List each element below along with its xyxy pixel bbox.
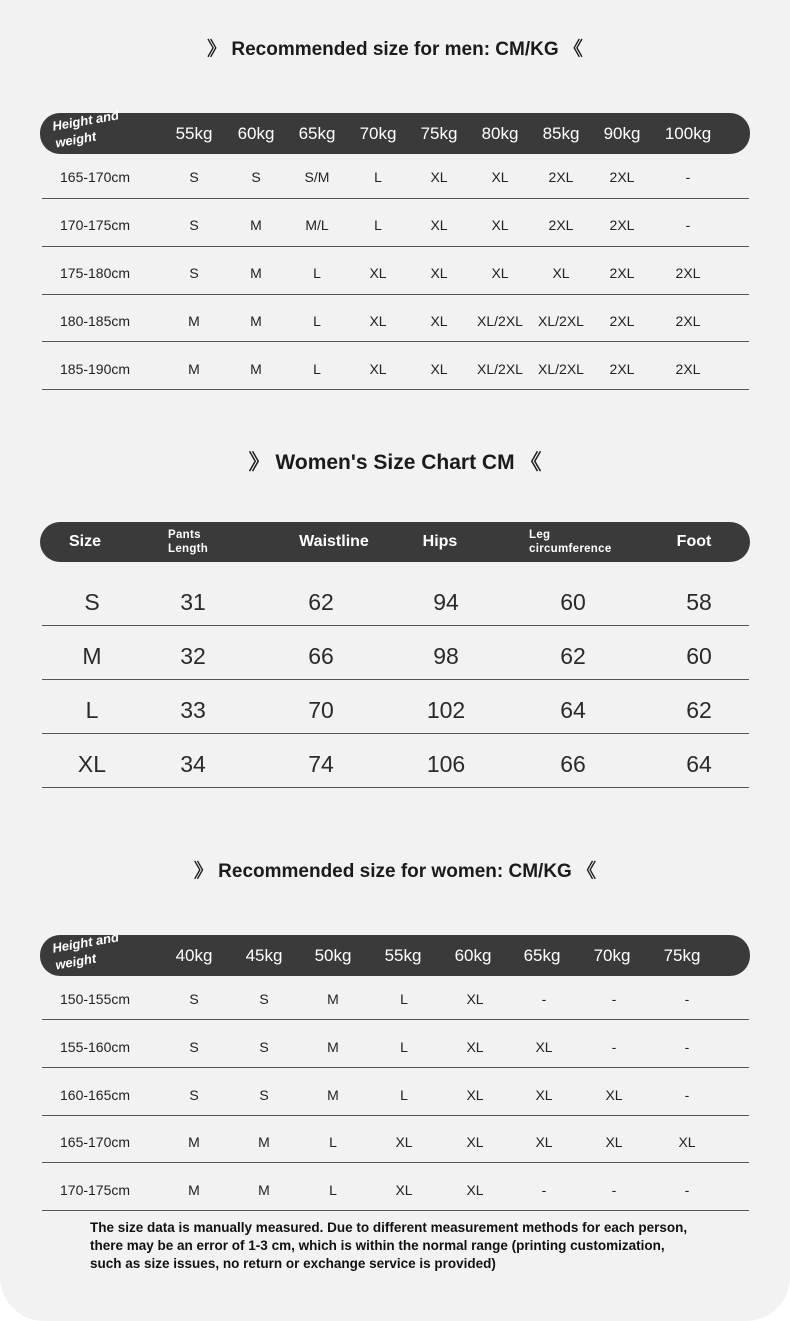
size-cell: M [327, 1038, 339, 1055]
foot-value: 60 [686, 643, 712, 669]
height-range: 155-160cm [60, 1038, 131, 1055]
waistline-value: 74 [308, 751, 334, 777]
size-cell: 2XL [609, 265, 635, 281]
size-cell: S [189, 169, 199, 185]
leg-circumference-value: 60 [560, 589, 586, 615]
size-cell: XL [491, 265, 509, 281]
women-table-header [40, 929, 750, 976]
corner-label-line2: weight [54, 950, 98, 973]
title-mark-right: 《 [577, 861, 597, 882]
size-cell: M [250, 217, 262, 233]
size-cell: 2XL [548, 217, 574, 233]
size-cell: S [189, 1086, 199, 1103]
size-cell: S [189, 217, 199, 233]
size-cell: M [188, 312, 200, 329]
leg-circumference-value: 66 [560, 751, 586, 777]
table-row [42, 348, 749, 390]
weight-header: 45kg [245, 945, 283, 965]
weight-header: 70kg [359, 123, 397, 143]
table-row [42, 1026, 749, 1068]
size-cell: M [188, 1134, 200, 1150]
size-cell: - [684, 1086, 690, 1103]
size-cell: - [541, 1182, 547, 1198]
leg-header-line2: circumference [529, 543, 612, 555]
pants-length-value: 33 [180, 697, 206, 723]
size-cell: XL [430, 217, 448, 233]
size-cell: L [329, 1134, 337, 1150]
hips-header: Hips [422, 533, 458, 550]
size-cell: S [189, 990, 199, 1007]
hips-value: 94 [433, 589, 459, 615]
height-range: 170-175cm [60, 217, 131, 233]
size-cell: XL [552, 265, 570, 281]
size-cell: S/M [304, 169, 330, 185]
height-range: 160-165cm [60, 1086, 131, 1103]
size-cell: S [189, 265, 199, 281]
size-value: XL [77, 751, 107, 777]
size-cell: - [611, 1038, 617, 1055]
title-mark-left: 》 [248, 451, 270, 474]
size-cell: M [188, 1182, 200, 1198]
size-cell: XL [678, 1134, 696, 1150]
women-size-chart-title [0, 446, 790, 476]
size-cell: XL [466, 1182, 484, 1198]
size-cell: 2XL [609, 312, 635, 329]
weight-header: 75kg [420, 123, 458, 143]
table-row [42, 252, 749, 295]
waistline-value: 62 [308, 589, 334, 615]
title-mark-right: 《 [563, 39, 583, 60]
size-cell: XL [466, 1086, 484, 1103]
weight-header: 80kg [481, 123, 519, 143]
table-row [42, 204, 749, 247]
women-chart-header [40, 522, 750, 562]
table-row [42, 688, 749, 734]
size-cell: S [251, 169, 261, 185]
size-cell: XL [395, 1134, 413, 1150]
size-cell: XL/2XL [477, 360, 523, 377]
women-section-title [0, 856, 790, 883]
hips-value: 102 [426, 697, 466, 723]
size-cell: XL [369, 360, 387, 377]
hips-value: 98 [433, 643, 459, 669]
corner-label-line1: Height and [51, 929, 120, 956]
size-cell: XL [369, 265, 387, 281]
size-value: L [85, 697, 99, 723]
size-cell: L [313, 312, 321, 329]
size-cell: M [258, 1182, 270, 1198]
size-cell: M [250, 312, 262, 329]
pants-length-value: 32 [180, 643, 206, 669]
table-row [42, 300, 749, 342]
size-cell: L [400, 1038, 408, 1055]
height-range: 165-170cm [60, 1134, 131, 1150]
size-cell: 2XL [675, 265, 701, 281]
size-cell: L [313, 265, 321, 281]
size-cell: M [250, 265, 262, 281]
height-weight-corner-label [51, 106, 123, 151]
measurement-note: The size data is manually measured. Due to different measurement methods for each person, there may be an error of 1-3 cm, which is within the normal range (printing customization, such as size issues, no return or exchange service is provided) [90, 1220, 688, 1271]
size-cell: XL [369, 312, 387, 329]
leg-circumference-header [529, 522, 629, 562]
size-cell: S [259, 1086, 269, 1103]
pants-length-value: 31 [180, 589, 206, 615]
size-cell: L [400, 1086, 408, 1103]
size-cell: - [684, 1038, 690, 1055]
size-cell: M/L [305, 217, 329, 233]
weight-header: 75kg [663, 945, 701, 965]
table-row [42, 634, 749, 680]
size-cell: 2XL [548, 169, 574, 185]
height-range: 150-155cm [60, 990, 131, 1007]
table-row [42, 742, 749, 788]
corner-label-line2: weight [54, 128, 98, 151]
men-section-title [0, 34, 790, 61]
waistline-value: 70 [308, 697, 334, 723]
size-cell: S [189, 1038, 199, 1055]
corner-label-line1: Height and [51, 107, 120, 134]
weight-header: 65kg [298, 123, 336, 143]
table-row [42, 580, 749, 626]
size-cell: - [685, 217, 691, 233]
size-header: Size [68, 533, 101, 550]
size-cell: 2XL [609, 217, 635, 233]
height-range: 175-180cm [60, 265, 131, 281]
weight-header: 100kg [664, 123, 712, 143]
size-cell: - [685, 169, 691, 185]
height-range: 180-185cm [60, 312, 131, 329]
title-mark-left: 》 [207, 39, 227, 60]
size-cell: - [611, 990, 617, 1007]
size-cell: XL/2XL [538, 312, 584, 329]
pants-length-header [168, 522, 238, 562]
size-cell: 2XL [675, 360, 701, 377]
table-row [42, 978, 749, 1020]
size-cell: S [259, 1038, 269, 1055]
size-cell: L [400, 990, 408, 1007]
foot-value: 58 [686, 589, 712, 615]
size-cell: XL [605, 1134, 623, 1150]
weight-header: 55kg [175, 123, 213, 143]
women-chart-title-text: Women's Size Chart CM [275, 451, 515, 474]
size-cell: XL [535, 1038, 553, 1055]
size-cell: XL [491, 169, 509, 185]
size-cell: L [313, 360, 321, 377]
size-cell: - [611, 1182, 617, 1198]
size-cell: S [259, 990, 269, 1007]
size-cell: XL [430, 169, 448, 185]
weight-header: 90kg [603, 123, 641, 143]
size-cell: M [188, 360, 200, 377]
size-cell: XL [430, 360, 448, 377]
size-cell: L [374, 169, 382, 185]
size-cell: - [684, 1182, 690, 1198]
height-weight-corner-label [51, 928, 123, 973]
size-cell: XL [466, 990, 484, 1007]
weight-header: 70kg [593, 945, 631, 965]
hips-value: 106 [426, 751, 466, 777]
leg-circumference-value: 64 [560, 697, 586, 723]
weight-header: 60kg [454, 945, 492, 965]
foot-value: 64 [686, 751, 712, 777]
foot-header: Foot [676, 533, 712, 550]
size-cell: XL [535, 1134, 553, 1150]
height-range: 165-170cm [60, 169, 131, 185]
women-title-text: Recommended size for women: CM/KG [218, 861, 572, 882]
size-cell: - [684, 990, 690, 1007]
pants-header-line2: Length [168, 543, 209, 555]
size-cell: XL/2XL [477, 312, 523, 329]
size-cell: XL/2XL [538, 360, 584, 377]
size-cell: 2XL [675, 312, 701, 329]
pants-header-line1: Pants [168, 529, 201, 541]
size-cell: 2XL [609, 360, 635, 377]
waistline-header: Waistline [299, 533, 369, 550]
size-cell: - [541, 990, 547, 1007]
size-cell: L [374, 217, 382, 233]
weight-header: 50kg [314, 945, 352, 965]
title-mark-right: 《 [520, 451, 542, 474]
table-row [42, 1122, 749, 1163]
table-row [42, 1074, 749, 1116]
size-cell: 2XL [609, 169, 635, 185]
size-cell: M [250, 360, 262, 377]
weight-header: 65kg [523, 945, 561, 965]
men-table-header [40, 107, 750, 154]
weight-header: 85kg [542, 123, 580, 143]
height-range: 185-190cm [60, 360, 131, 377]
foot-value: 62 [686, 697, 712, 723]
waistline-value: 66 [308, 643, 334, 669]
table-row [42, 156, 749, 199]
men-title-text: Recommended size for men: CM/KG [231, 39, 559, 60]
size-cell: XL [466, 1134, 484, 1150]
size-cell: XL [430, 312, 448, 329]
table-row [42, 1170, 749, 1211]
weight-header: 60kg [237, 123, 275, 143]
size-cell: L [329, 1182, 337, 1198]
size-value: S [84, 589, 100, 615]
size-cell: M [327, 1086, 339, 1103]
size-cell: XL [491, 217, 509, 233]
size-cell: XL [395, 1182, 413, 1198]
size-cell: M [327, 990, 339, 1007]
height-range: 170-175cm [60, 1182, 131, 1198]
size-cell: XL [466, 1038, 484, 1055]
weight-header: 40kg [175, 945, 213, 965]
title-mark-left: 》 [193, 861, 213, 882]
size-cell: XL [605, 1086, 623, 1103]
pants-length-value: 34 [180, 751, 206, 777]
size-value: M [82, 643, 102, 669]
size-cell: XL [535, 1086, 553, 1103]
weight-header: 55kg [384, 945, 422, 965]
size-cell: M [258, 1134, 270, 1150]
size-cell: XL [430, 265, 448, 281]
leg-header-line1: Leg [529, 529, 551, 541]
leg-circumference-value: 62 [560, 643, 586, 669]
